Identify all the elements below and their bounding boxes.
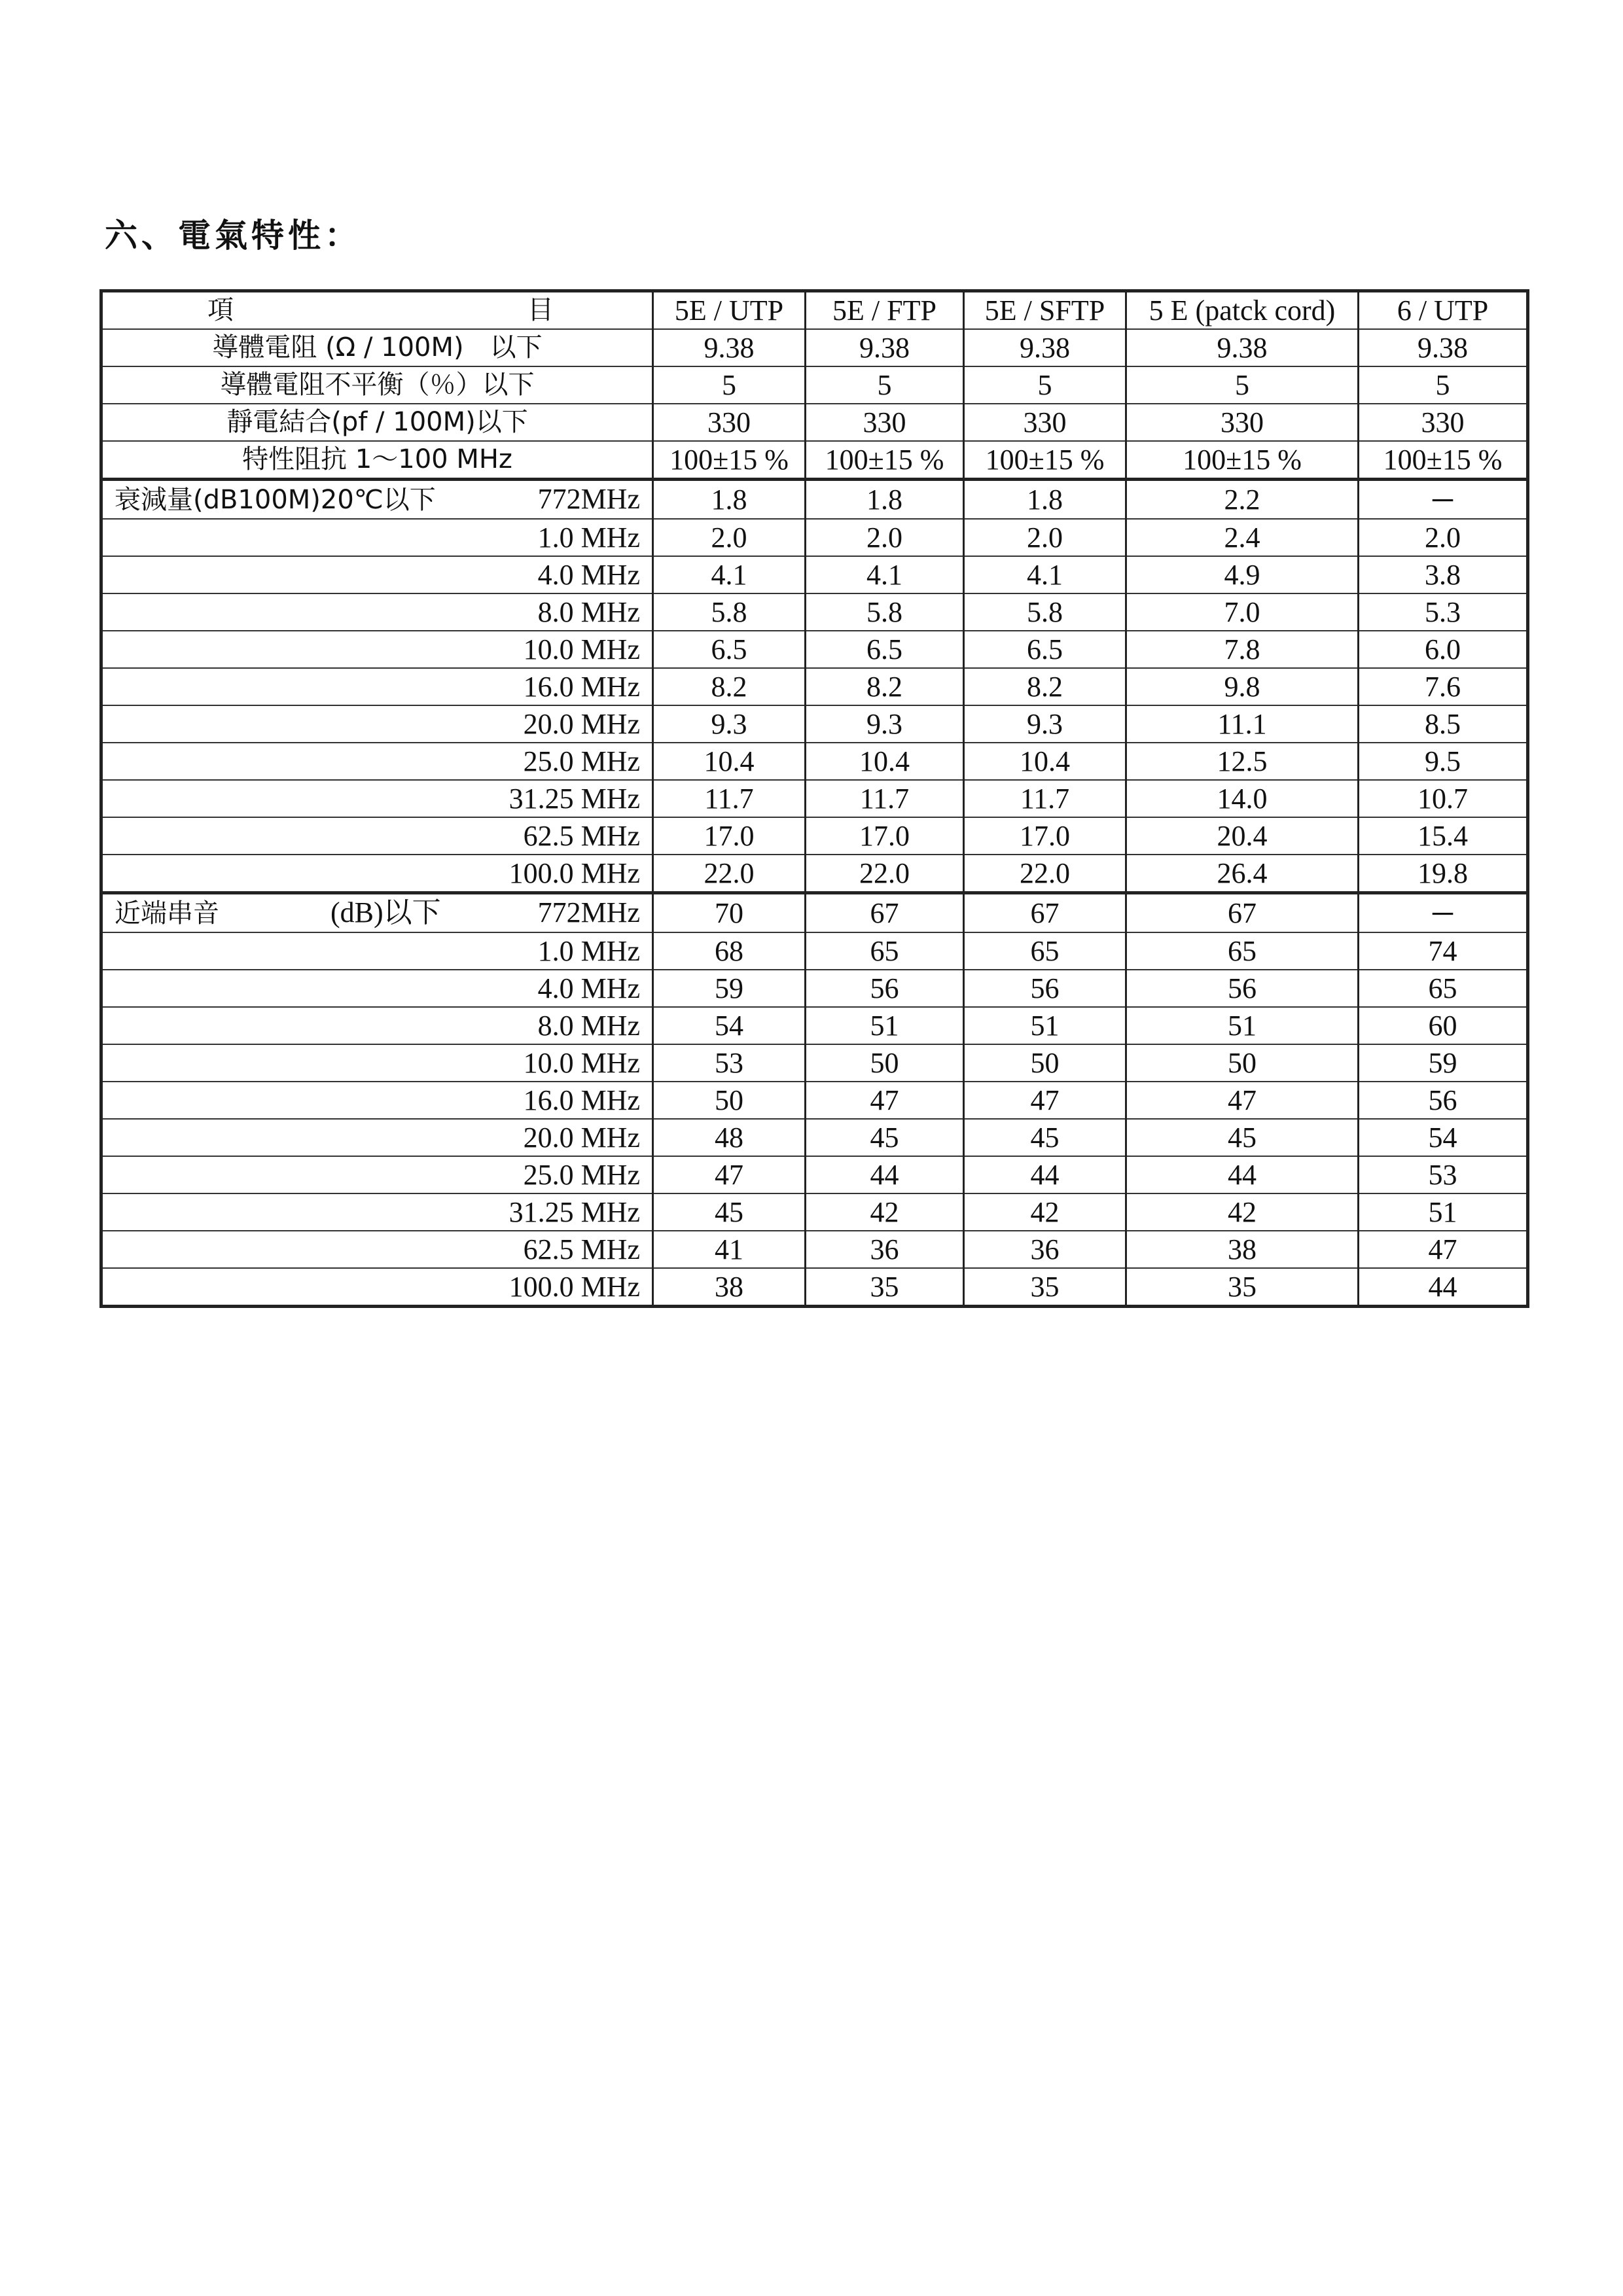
value-cell: 56 bbox=[806, 970, 964, 1007]
item-header-cell bbox=[101, 291, 653, 330]
value-cell: 330 bbox=[1359, 404, 1528, 441]
value-cell: 51 bbox=[1359, 1193, 1528, 1231]
section-heading: 六、電氣特性： bbox=[105, 216, 361, 255]
value-cell: 3.8 bbox=[1359, 556, 1528, 593]
frequency-label: 100.0 MHz bbox=[101, 855, 653, 893]
table-row bbox=[101, 1268, 1528, 1307]
table-row bbox=[101, 631, 1528, 668]
value-cell: 330 bbox=[1126, 404, 1359, 441]
value-cell: 10.4 bbox=[806, 743, 964, 780]
value-cell: 50 bbox=[653, 1082, 806, 1119]
frequency-label: 62.5 MHz bbox=[101, 1231, 653, 1268]
crosstalk-title: 近端串音 bbox=[115, 898, 219, 928]
value-cell: 54 bbox=[653, 1007, 806, 1044]
value-cell: 47 bbox=[653, 1156, 806, 1193]
value-cell: 9.3 bbox=[653, 705, 806, 743]
attenuation-title: 衰減量(dB100M)20℃以下 bbox=[115, 485, 436, 515]
column-header: 5E / SFTP bbox=[964, 291, 1126, 330]
value-cell: 45 bbox=[653, 1193, 806, 1231]
table-row bbox=[101, 556, 1528, 593]
value-cell: 47 bbox=[806, 1082, 964, 1119]
value-cell: 17.0 bbox=[964, 817, 1126, 855]
table-row bbox=[101, 366, 1528, 404]
value-cell: 5 bbox=[964, 366, 1126, 404]
table-row bbox=[101, 855, 1528, 893]
value-cell: 1.8 bbox=[964, 480, 1126, 520]
value-cell: 22.0 bbox=[653, 855, 806, 893]
value-cell: 9.5 bbox=[1359, 743, 1528, 780]
row-label: 導體電阻不平衡（％）以下 bbox=[101, 366, 653, 404]
value-cell: 38 bbox=[653, 1268, 806, 1307]
value-cell: 6.5 bbox=[964, 631, 1126, 668]
value-cell: 47 bbox=[1359, 1231, 1528, 1268]
item-header-left: 項 bbox=[207, 295, 234, 325]
crosstalk-unit: (dB)以下 bbox=[330, 896, 441, 928]
value-cell: 7.0 bbox=[1126, 593, 1359, 631]
value-cell: 70 bbox=[653, 893, 806, 933]
table-row bbox=[101, 1156, 1528, 1193]
value-cell: 2.0 bbox=[806, 519, 964, 556]
value-cell: 59 bbox=[1359, 1044, 1528, 1082]
value-cell: 53 bbox=[653, 1044, 806, 1082]
value-cell: 56 bbox=[1126, 970, 1359, 1007]
value-cell: ─ bbox=[1359, 893, 1528, 933]
frequency-label: 8.0 MHz bbox=[101, 1007, 653, 1044]
value-cell: ─ bbox=[1359, 480, 1528, 520]
value-cell: 48 bbox=[653, 1119, 806, 1156]
row-label: 導體電阻 (Ω / 100M) 以下 bbox=[101, 329, 653, 366]
value-cell: 6.0 bbox=[1359, 631, 1528, 668]
value-cell: 68 bbox=[653, 932, 806, 970]
value-cell: 38 bbox=[1126, 1231, 1359, 1268]
group-label-cell bbox=[101, 893, 653, 933]
value-cell: 11.7 bbox=[964, 780, 1126, 817]
frequency-label: 10.0 MHz bbox=[101, 1044, 653, 1082]
value-cell: 44 bbox=[1359, 1268, 1528, 1307]
value-cell: 9.38 bbox=[1359, 329, 1528, 366]
value-cell: 35 bbox=[1126, 1268, 1359, 1307]
value-cell: 11.1 bbox=[1126, 705, 1359, 743]
frequency-label: 31.25 MHz bbox=[101, 780, 653, 817]
value-cell: 2.0 bbox=[964, 519, 1126, 556]
value-cell: 8.2 bbox=[964, 668, 1126, 705]
value-cell: 50 bbox=[806, 1044, 964, 1082]
value-cell: 65 bbox=[1359, 970, 1528, 1007]
frequency-label: 10.0 MHz bbox=[101, 631, 653, 668]
value-cell: 330 bbox=[964, 404, 1126, 441]
value-cell: 42 bbox=[1126, 1193, 1359, 1231]
value-cell: 5 bbox=[653, 366, 806, 404]
value-cell: 6.5 bbox=[653, 631, 806, 668]
value-cell: 4.9 bbox=[1126, 556, 1359, 593]
table-row bbox=[101, 1193, 1528, 1231]
frequency-label: 25.0 MHz bbox=[101, 1156, 653, 1193]
table-row bbox=[101, 970, 1528, 1007]
table-row bbox=[101, 519, 1528, 556]
value-cell: 12.5 bbox=[1126, 743, 1359, 780]
column-header: 5E / FTP bbox=[806, 291, 964, 330]
electrical-characteristics-table bbox=[99, 289, 1529, 1308]
value-cell: 22.0 bbox=[964, 855, 1126, 893]
value-cell: 5.8 bbox=[653, 593, 806, 631]
value-cell: 2.0 bbox=[1359, 519, 1528, 556]
value-cell: 56 bbox=[964, 970, 1126, 1007]
frequency-label: 1.0 MHz bbox=[101, 932, 653, 970]
value-cell: 44 bbox=[806, 1156, 964, 1193]
value-cell: 42 bbox=[806, 1193, 964, 1231]
frequency-label: 20.0 MHz bbox=[101, 705, 653, 743]
value-cell: 5 bbox=[1126, 366, 1359, 404]
table-header-row bbox=[101, 291, 1528, 330]
value-cell: 6.5 bbox=[806, 631, 964, 668]
value-cell: 4.1 bbox=[806, 556, 964, 593]
frequency-label: 62.5 MHz bbox=[101, 817, 653, 855]
value-cell: 7.6 bbox=[1359, 668, 1528, 705]
table-row bbox=[101, 893, 1528, 933]
value-cell: 2.4 bbox=[1126, 519, 1359, 556]
value-cell: 51 bbox=[964, 1007, 1126, 1044]
frequency-label: 20.0 MHz bbox=[101, 1119, 653, 1156]
value-cell: 59 bbox=[653, 970, 806, 1007]
value-cell: 1.8 bbox=[653, 480, 806, 520]
value-cell: 26.4 bbox=[1126, 855, 1359, 893]
value-cell: 10.4 bbox=[653, 743, 806, 780]
value-cell: 7.8 bbox=[1126, 631, 1359, 668]
value-cell: 330 bbox=[806, 404, 964, 441]
value-cell: 36 bbox=[806, 1231, 964, 1268]
value-cell: 54 bbox=[1359, 1119, 1528, 1156]
table-row bbox=[101, 1082, 1528, 1119]
value-cell: 44 bbox=[964, 1156, 1126, 1193]
table-row bbox=[101, 705, 1528, 743]
value-cell: 100±15 % bbox=[1126, 441, 1359, 480]
row-label: 特性阻抗 1～100 MHz bbox=[101, 441, 653, 480]
value-cell: 47 bbox=[964, 1082, 1126, 1119]
value-cell: 5.8 bbox=[806, 593, 964, 631]
value-cell: 8.2 bbox=[806, 668, 964, 705]
value-cell: 74 bbox=[1359, 932, 1528, 970]
frequency-label: 4.0 MHz bbox=[101, 556, 653, 593]
table-row bbox=[101, 932, 1528, 970]
value-cell: 44 bbox=[1126, 1156, 1359, 1193]
table-row bbox=[101, 743, 1528, 780]
value-cell: 20.4 bbox=[1126, 817, 1359, 855]
value-cell: 65 bbox=[806, 932, 964, 970]
value-cell: 100±15 % bbox=[964, 441, 1126, 480]
value-cell: 10.4 bbox=[964, 743, 1126, 780]
value-cell: 9.3 bbox=[806, 705, 964, 743]
value-cell: 67 bbox=[1126, 893, 1359, 933]
table-row bbox=[101, 668, 1528, 705]
value-cell: 19.8 bbox=[1359, 855, 1528, 893]
column-header: 6 / UTP bbox=[1359, 291, 1528, 330]
value-cell: 35 bbox=[806, 1268, 964, 1307]
frequency-label: 100.0 MHz bbox=[101, 1268, 653, 1307]
value-cell: 50 bbox=[1126, 1044, 1359, 1082]
table-row bbox=[101, 1231, 1528, 1268]
column-header: 5E / UTP bbox=[653, 291, 806, 330]
table-row bbox=[101, 1007, 1528, 1044]
frequency-label: 25.0 MHz bbox=[101, 743, 653, 780]
value-cell: 9.8 bbox=[1126, 668, 1359, 705]
value-cell: 47 bbox=[1126, 1082, 1359, 1119]
value-cell: 1.8 bbox=[806, 480, 964, 520]
frequency-label: 31.25 MHz bbox=[101, 1193, 653, 1231]
table-row bbox=[101, 480, 1528, 520]
frequency-label: 16.0 MHz bbox=[101, 668, 653, 705]
table-row bbox=[101, 1119, 1528, 1156]
frequency-label: 1.0 MHz bbox=[101, 519, 653, 556]
value-cell: 65 bbox=[1126, 932, 1359, 970]
table-row bbox=[101, 593, 1528, 631]
value-cell: 51 bbox=[1126, 1007, 1359, 1044]
value-cell: 53 bbox=[1359, 1156, 1528, 1193]
frequency-label: 8.0 MHz bbox=[101, 593, 653, 631]
value-cell: 9.38 bbox=[1126, 329, 1359, 366]
value-cell: 11.7 bbox=[806, 780, 964, 817]
value-cell: 14.0 bbox=[1126, 780, 1359, 817]
value-cell: 60 bbox=[1359, 1007, 1528, 1044]
value-cell: 8.2 bbox=[653, 668, 806, 705]
value-cell: 50 bbox=[964, 1044, 1126, 1082]
value-cell: 4.1 bbox=[964, 556, 1126, 593]
value-cell: 22.0 bbox=[806, 855, 964, 893]
value-cell: 9.38 bbox=[653, 329, 806, 366]
value-cell: 10.7 bbox=[1359, 780, 1528, 817]
value-cell: 8.5 bbox=[1359, 705, 1528, 743]
value-cell: 36 bbox=[964, 1231, 1126, 1268]
value-cell: 100±15 % bbox=[1359, 441, 1528, 480]
table-row bbox=[101, 817, 1528, 855]
value-cell: 330 bbox=[653, 404, 806, 441]
value-cell: 41 bbox=[653, 1231, 806, 1268]
value-cell: 56 bbox=[1359, 1082, 1528, 1119]
frequency-label: 772MHz bbox=[537, 483, 640, 515]
column-header: 5 E (patck cord) bbox=[1126, 291, 1359, 330]
value-cell: 11.7 bbox=[653, 780, 806, 817]
frequency-label: 772MHz bbox=[537, 896, 640, 928]
value-cell: 9.3 bbox=[964, 705, 1126, 743]
value-cell: 17.0 bbox=[806, 817, 964, 855]
value-cell: 51 bbox=[806, 1007, 964, 1044]
value-cell: 2.0 bbox=[653, 519, 806, 556]
group-label-cell bbox=[101, 480, 653, 520]
table-row bbox=[101, 1044, 1528, 1082]
value-cell: 67 bbox=[964, 893, 1126, 933]
row-label: 靜電結合(pf / 100M)以下 bbox=[101, 404, 653, 441]
table-body bbox=[101, 291, 1528, 1307]
value-cell: 5 bbox=[806, 366, 964, 404]
value-cell: 17.0 bbox=[653, 817, 806, 855]
frequency-label: 4.0 MHz bbox=[101, 970, 653, 1007]
value-cell: 45 bbox=[964, 1119, 1126, 1156]
frequency-label: 16.0 MHz bbox=[101, 1082, 653, 1119]
value-cell: 65 bbox=[964, 932, 1126, 970]
value-cell: 2.2 bbox=[1126, 480, 1359, 520]
value-cell: 5.3 bbox=[1359, 593, 1528, 631]
item-header-right: 目 bbox=[527, 295, 554, 325]
value-cell: 35 bbox=[964, 1268, 1126, 1307]
table-row bbox=[101, 404, 1528, 441]
value-cell: 5.8 bbox=[964, 593, 1126, 631]
value-cell: 45 bbox=[806, 1119, 964, 1156]
value-cell: 67 bbox=[806, 893, 964, 933]
value-cell: 5 bbox=[1359, 366, 1528, 404]
value-cell: 9.38 bbox=[964, 329, 1126, 366]
table-row bbox=[101, 780, 1528, 817]
value-cell: 45 bbox=[1126, 1119, 1359, 1156]
value-cell: 100±15 % bbox=[806, 441, 964, 480]
value-cell: 42 bbox=[964, 1193, 1126, 1231]
value-cell: 9.38 bbox=[806, 329, 964, 366]
table-row bbox=[101, 441, 1528, 480]
table-row bbox=[101, 329, 1528, 366]
value-cell: 100±15 % bbox=[653, 441, 806, 480]
value-cell: 15.4 bbox=[1359, 817, 1528, 855]
value-cell: 4.1 bbox=[653, 556, 806, 593]
